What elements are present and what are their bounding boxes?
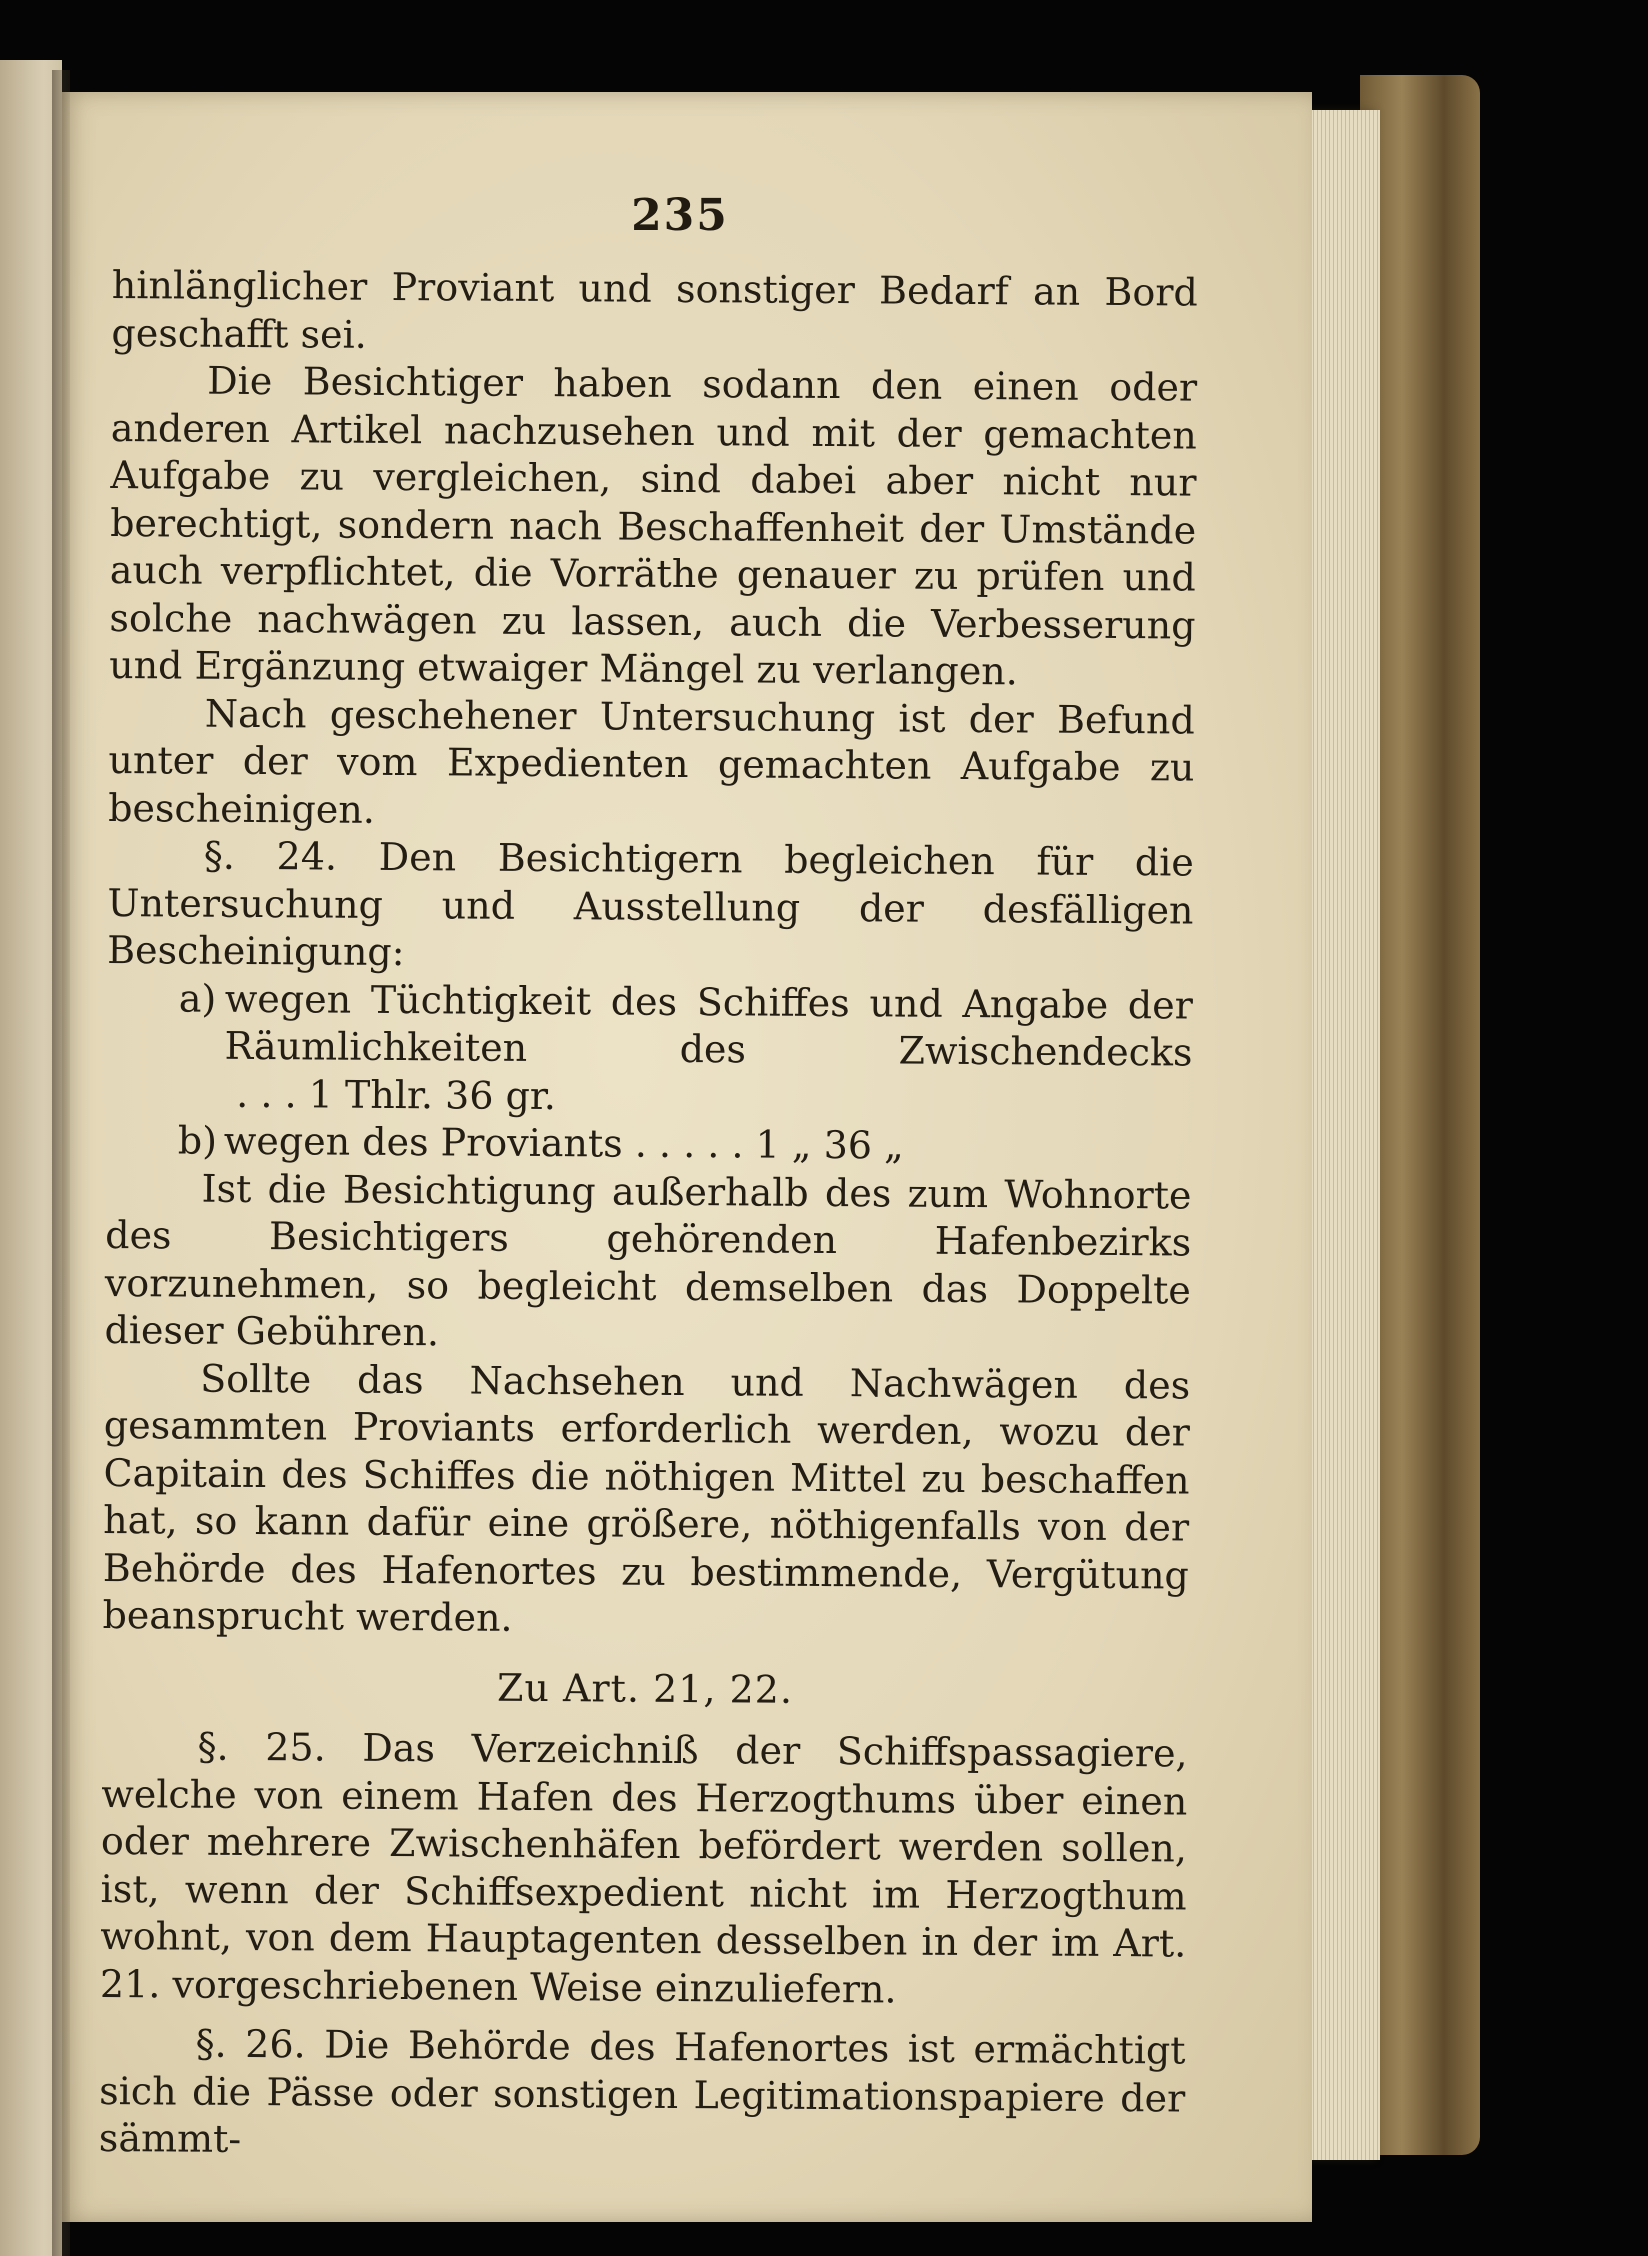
list-item-b [106, 1117, 1192, 1172]
page-text [99, 262, 1198, 2170]
fee-amount: . . . 1 Thlr. 36 gr. [224, 1071, 557, 1118]
paragraph: Nach geschehener Untersuchung ist der Befund unter der vom Expedienten gemachten Aufgabe zu bescheinigen. [108, 691, 1195, 832]
section-heading: Zu Art. 21, 22. [496, 1665, 794, 1712]
paragraph: Die Besichtiger haben sodann den einen oder anderen Artikel nachzusehen und mit der gemachten Aufgabe zu vergleichen, sind dabei aber nicht nur berechtigt, sondern nach Beschaffenheit der Umstände auch verpflichtet, die Vorräthe genauer zu prüfen und solche nachwägen zu lassen, auch die Verbesserung und Ergänzung etwaiger Mängel zu verlangen. [109, 358, 1198, 694]
paragraph-section-25: §. 25. Das Verzeichniß der Schiffspassagiere, welche von einem Hafen des Herzogthums über einen oder mehrere Zwischenhäfen befördert werden sollen, ist, wenn der Schiffsexpedient nicht im Herzogthum wohnt, von dem Hauptagenten desselben in der im Art. 21. vorgeschriebenen Weise einzuliefern. [99, 1724, 1188, 2012]
paragraph: Sollte das Nachsehen und Nachwägen des gesammten Proviants erforderlich werden, wozu der Capitain des Schiffes die nöthigen Mittel zu beschaffen hat, so kann dafür eine größere, nöthigenfalls von der Behörde des Hafenortes zu bestimmende, Vergütung beansprucht werden. [102, 1356, 1191, 1640]
list-item-text: wegen des Proviants [223, 1118, 623, 1166]
paragraph-section-26: §. 26. Die Behörde des Hafenortes ist ermächtigt sich die Pässe oder sonstigen Legitimationspapiere der sämmt- [98, 2021, 1186, 2161]
paragraph-continued: hinlänglicher Proviant und sonstiger Bedarf an Bord geschafft sei. [111, 262, 1198, 357]
list-item-a [106, 974, 1193, 1124]
paragraph: Ist die Besichtigung außerhalb des zum Wohnorte des Besichtigers gehörenden Hafenbezirks vorzunehmen, so begleicht demselben das Doppelte dieser Gebühren. [104, 1166, 1192, 1355]
list-marker: a) [178, 975, 217, 1021]
list-item-text: wegen Tüchtigkeit des Schiffes und Angabe der Räumlichkeiten des Zwischendecks [224, 976, 1193, 1075]
fee-amount: . . . . . 1 „ 36 „ [622, 1121, 904, 1168]
paragraph-section-24: §. 24. Den Besichtigern begleichen für die Untersuchung und Ausstellung der desfälligen Bescheinigung: [107, 833, 1194, 975]
list-marker: b) [177, 1118, 218, 1163]
page-number: 235 [631, 190, 729, 241]
page-gutter [52, 70, 70, 2256]
